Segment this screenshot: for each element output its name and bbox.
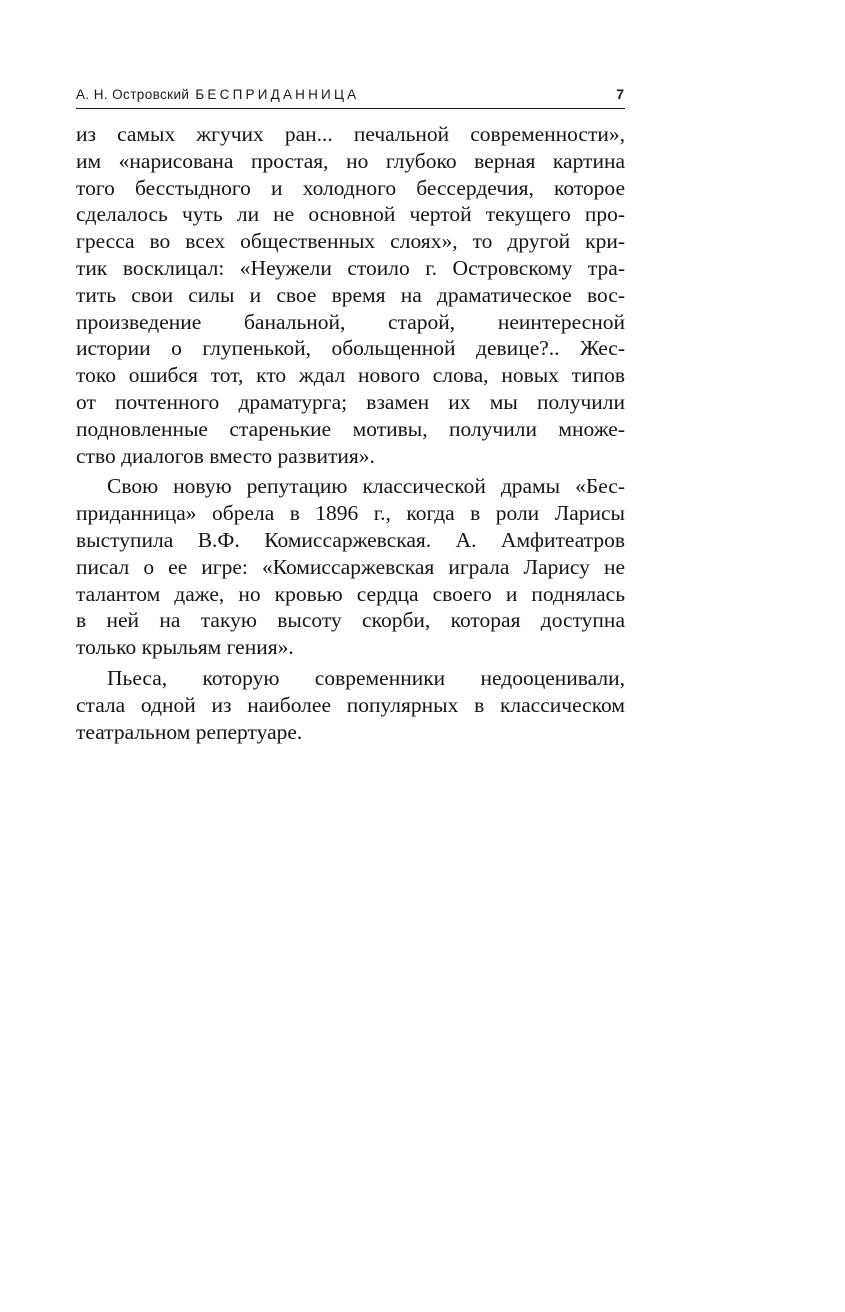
text-line: гресса во всех общественных слоях», то другой кри- [76, 229, 625, 254]
header-left [76, 87, 359, 103]
text-line: Свою новую репутацию классической драмы «Бес- [107, 474, 625, 499]
running-header [76, 86, 625, 109]
header-author: А. Н. Островский [76, 87, 190, 102]
paragraph-2 [76, 473, 625, 661]
text-line: сделалось чуть ли не основной чертой текущего про- [76, 202, 625, 227]
text-line: истории о глупенькой, обольщенной девице?.. Жес- [76, 336, 625, 361]
text-line: подновленные старенькие мотивы, получили множе- [76, 416, 625, 441]
text-line: приданница» обрела в 1896 г., когда в роли Ларисы [76, 501, 625, 526]
text-line: выступила В.Ф. Комиссаржевская. А. Амфитеатров [76, 527, 625, 552]
text-line: стала одной из наиболее популярных в классическом [76, 692, 625, 717]
text-line: талантом даже, но кровью сердца своего и поднялась [76, 581, 625, 606]
text-line: токо ошибся тот, кто ждал нового слова, новых типов [76, 363, 625, 388]
text-line: тик восклицал: «Неужели стоило г. Островскому тра- [76, 255, 625, 280]
page-number: 7 [616, 86, 624, 102]
text-line: ство диалогов вместо развития». [76, 443, 375, 468]
text-line: того бесстыдного и холодного бессердечия, которое [76, 175, 625, 200]
text-line: писал о ее игре: «Комиссаржевская играла Ларису не [76, 554, 625, 579]
text-line: театральном репертуаре. [76, 719, 303, 744]
text-line: в ней на такую высоту скорби, которая доступна [76, 608, 625, 633]
paragraph-1 [76, 121, 625, 469]
text-line: тить свои силы и свое время на драматическое вос- [76, 282, 625, 307]
text-line: Пьеса, которую современники недооценивали, [107, 665, 625, 690]
text-line: им «нарисована простая, но глубоко верная картина [76, 148, 625, 173]
text-line: произведение банальной, старой, неинтересной [76, 309, 625, 334]
text-line: только крыльям гения». [76, 635, 294, 660]
paragraph-3 [76, 665, 625, 745]
book-page [76, 86, 625, 745]
body-text [76, 121, 625, 745]
header-title: БЕСПРИДАННИЦА [195, 87, 360, 102]
text-line: из самых жгучих ран... печальной современности», [76, 122, 625, 146]
text-line: от почтенного драматурга; взамен их мы получили [76, 389, 625, 414]
